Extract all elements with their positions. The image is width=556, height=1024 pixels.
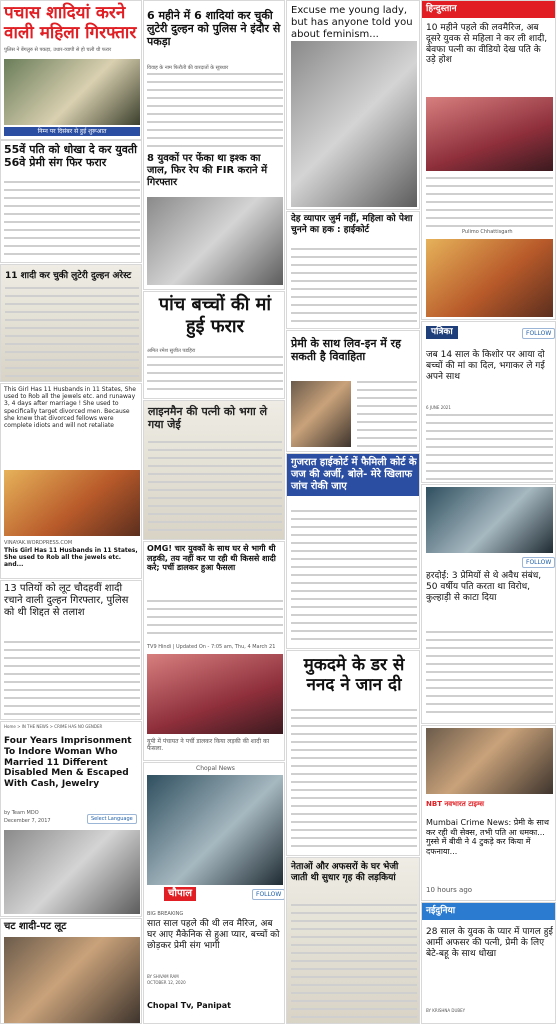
news-photo [4,59,140,125]
headline: नेताओं और अफसरों के घर भेजी जाती थी सुधार गृह की लड़कियां [291,862,399,883]
news-photo [147,197,283,285]
headline: सात साल पहले की थी लव मैरिज, अब घर आए मैकेनिक से हुआ प्यार, बच्चों को छोड़कर प्रेमी संग भागी [147,919,280,951]
article-text [147,73,283,147]
news-card-c17 [286,650,420,856]
headline: चट शादी-पट लूट [4,921,67,932]
author: BY SHIVAM RAM [147,974,179,979]
headline: लाइनमैन की पत्नी को भगा ले गया जेई [148,405,268,432]
news-photo-2 [426,239,553,317]
news-photo [426,728,553,794]
date: 6 JUNE 2021 [426,405,451,410]
timestamp: 10 hours ago [426,886,473,894]
article-text [291,709,417,853]
news-card-c19 [143,762,285,1024]
source: Pulimo Chhattisgarh [462,229,513,235]
follow-button[interactable]: FOLLOW [522,328,555,339]
news-card-c11 [0,383,142,579]
tag: BIG BREAKING [147,911,184,917]
brand: हिन्दुस्तान [422,1,556,18]
news-photo [291,381,351,447]
news-card-c6 [286,211,420,329]
article-text [291,248,417,326]
date: OCTOBER 12, 2020 [147,980,186,985]
news-photo [426,487,553,553]
news-card-c23 [421,902,556,1024]
breadcrumb: Home > IN THE NEWS > CRIME HAS NO GENDER [4,724,103,729]
headline: OMG! चार युवकों के साथ घर से भागी थी लड़की, तय नहीं कर पा रही थी किससे शादी करे; पर्ची डालकर हुआ फैसला [147,544,276,573]
headline: जब 14 साल के किशोर पर आया दो बच्चों की मां का दिल, भगाकर ले गई अपने साथ [426,350,545,382]
headline: मुकदमे के डर से ननद ने जान दी [303,655,405,696]
news-card-c2 [143,0,285,290]
headline: पचास शादियां करने वाली महिला गिरफ्तार [4,3,137,44]
subheadline: अमित रमेश सुजीत पडहिरा [147,348,196,354]
news-card-c4 [421,0,556,320]
headline: Mumbai Crime News: प्रेमी के साथ कर रही थी सेक्स, तभी पति आ धमका... गुस्से में बीवी ने 4 टुकड़े कर किया में दफनाया... [426,818,549,856]
news-card-c16 [143,541,285,761]
banner: निम्न पर दिसंबर से हुई शुरूआत [4,127,140,136]
article-text [5,287,139,377]
headline: 55वें पति को धोखा दे कर युवती 56वे प्रेमी संग फिर फरार [4,143,137,170]
news-card-c10 [421,321,556,483]
select-language-dropdown[interactable]: Select Language [87,814,137,824]
meta: TV9 Hindi | Updated On - 7:05 am, Thu, 4 March 21 [147,644,276,650]
headline: पांच बच्चों की मां हुई फरार [158,294,272,337]
news-photo [4,470,140,536]
news-card-c18 [0,721,142,917]
follow-button[interactable]: FOLLOW [522,557,555,568]
link-title[interactable]: This Girl Has 11 Husbands in 11 States, She used to Rob all the jewels etc. and... [4,547,138,569]
article-text [357,381,417,447]
news-card-c14 [421,484,556,724]
news-photo [4,830,140,914]
author: BY KRISHNA DUBEY [426,1008,466,1013]
article-text [4,641,140,717]
news-photo [147,654,283,734]
news-card-c15 [0,580,142,720]
article-text [4,181,140,259]
news-card-c1 [0,0,142,140]
footer: Chopal Tv, Panipat [147,1001,231,1010]
article-text [426,177,553,227]
headline: प्रेमी के साथ लिव-इन में रह सकती है विवाहिता [291,337,402,364]
date: December 7, 2017 [4,818,51,824]
headline-2: 8 युवकों पर फेंका था इश्क का जाल, फिर रेप की FIR कराने में गिरफ्तार [147,153,268,188]
article-text [426,414,553,480]
photo-caption: यूपी में पंचायत ने पर्ची डालकर किया लड़की की शादी का फैसला. [147,738,270,753]
news-card-c20 [421,725,556,901]
brand: पत्रिका [426,326,458,339]
brand: NBT नवभारत टाइम्स [426,800,484,808]
news-card-c22 [286,857,420,1024]
news-card-c5 [0,140,142,263]
brand: नईदुनिया [422,903,556,920]
meme-quote: Excuse me young lady, but has anyone told you about feminism... [291,5,413,40]
subheadline: पुलिस ने बेंगलुरु से पकड़ा, उधार-व्यापी से हो चली थी फरार [4,47,112,53]
byline: by Team MDO [4,810,39,816]
news-card-c9 [286,330,420,452]
headline: देह व्यापार जुर्म नहीं, महिला को पेशा चुनने का हक : हाईकोर्ट [291,214,413,235]
news-photo [147,775,283,885]
news-photo [426,97,553,171]
source: Chopal News [196,765,235,772]
news-card-c8 [143,291,285,399]
headline: गुजरात हाईकोर्ट में फैमिली कोर्ट के जज की अर्जी, बोले- मेरे खिलाफ जांच रोकी जाए [287,454,420,496]
headline: 13 पतियों को लूट चौदहवीं शादी रचाने वाली दुल्हन गिरफ्तार, पुलिस को थी शिद्दत से तलाश [4,583,129,618]
link-site: VINAYAK.WORDPRESS.COM [4,540,73,546]
follow-button[interactable]: FOLLOW [252,889,285,900]
headline: 28 साल के युवक के प्यार में पागल हुई आर्मी अफसर की पत्नी, प्रेमी के लिए बेटे-बहू के साथ धोखा [426,927,553,959]
headline: Four Years Imprisonment To Indore Woman Who Married 11 Different Disabled Men & Escaped With Cash, Jewelry [4,736,132,790]
headline: हरदोई: 3 प्रेमियों से थे अवैध संबंध, 50 वर्षीय पति करता था विरोध, कुल्हाड़ी से काटा दिया [426,571,542,603]
subheadline: विवाह के नाम फिरौती की वारदातों के सूत्रधार [147,65,229,71]
article-text [147,600,283,640]
headline: 11 शादी कर चुकी लुटेरी दुल्हन अरेस्ट [5,271,132,281]
news-photo [4,937,140,1023]
news-card-c7 [0,264,142,382]
news-card-c12 [143,400,285,540]
article-text [147,356,283,396]
logo-label: चौपाल [164,887,196,901]
article-text [291,510,417,646]
article-text [148,441,282,537]
headline: 6 महीने में 6 शादियां कर चुकी लुटेरी दुल्हन को पुलिस ने इंदौर से पकड़ा [147,9,281,49]
post-caption: This Girl Has 11 Husbands in 11 States, She used to Rob all the jewels etc. and runaway 3, 4 days after marriage ! She used to specifically target divorced men. Because she knew that divorced fellows were complete idiots and will not retaliate [4,386,136,429]
article-text [426,631,553,717]
article-text [291,904,417,1020]
news-card-c3 [286,0,420,210]
news-card-c21 [0,918,142,1024]
news-card-c13 [286,453,420,649]
meme-photo [291,41,417,207]
headline: 10 महीने पहले की लवमैरिज, अब दूसरे युवक से महिला ने कर ली शादी, बेवफा पत्नी का वीडियो देख पति के उड़े होश [426,23,548,66]
